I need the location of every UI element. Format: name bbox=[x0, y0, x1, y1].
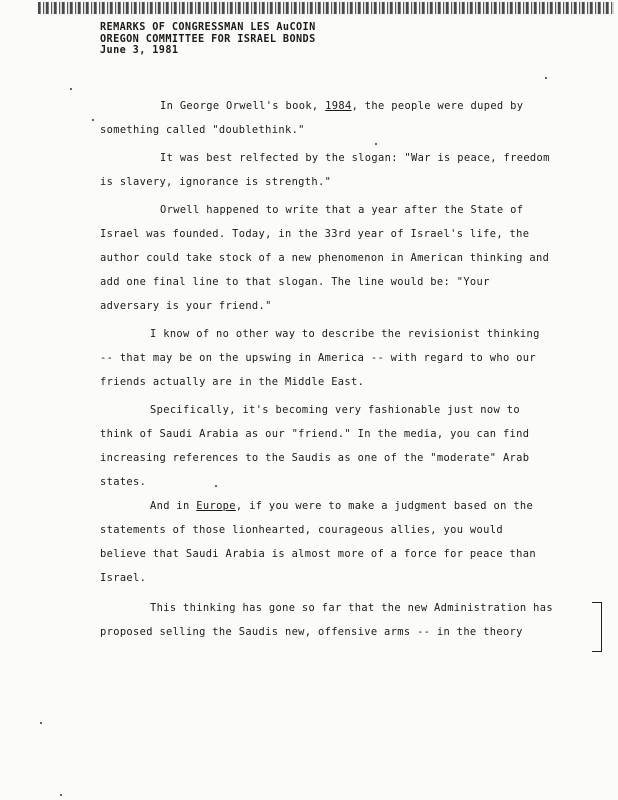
body-line: Orwell happened to write that a year after the State of bbox=[160, 204, 524, 216]
underlined-word: Europe bbox=[196, 500, 236, 512]
body-line: This thinking has gone so far that the new Administration has bbox=[150, 602, 553, 614]
body-line: And in Europe, if you were to make a judgment based on the bbox=[150, 500, 534, 512]
body-line: Specifically, it's becoming very fashionable just now to bbox=[150, 404, 520, 416]
body-line: something called "doublethink." bbox=[100, 124, 305, 136]
body-line: think of Saudi Arabia as our "friend." In the media, you can find bbox=[100, 428, 530, 440]
body-line: I know of no other way to describe the revisionist thinking bbox=[150, 328, 540, 340]
scan-speck bbox=[545, 77, 547, 79]
body-line: adversary is your friend." bbox=[100, 300, 272, 312]
header-event: OREGON COMMITTEE FOR ISRAEL BONDS bbox=[100, 33, 316, 45]
body-line: states. bbox=[100, 476, 147, 488]
scan-speck bbox=[375, 143, 377, 145]
body-line: Israel. bbox=[100, 572, 147, 584]
body-line: increasing references to the Saudis as one of the "moderate" Arab bbox=[100, 452, 530, 464]
body-line: Israel was founded. Today, in the 33rd year of Israel's life, the bbox=[100, 228, 530, 240]
body-line: friends actually are in the Middle East. bbox=[100, 376, 365, 388]
body-line: statements of those lionhearted, courageous allies, you would bbox=[100, 524, 503, 536]
body-line: In George Orwell's book, 1984, the people were duped by bbox=[160, 100, 524, 112]
body-line: proposed selling the Saudis new, offensive arms -- in the theory bbox=[100, 626, 523, 638]
body-line: -- that may be on the upswing in America -- with regard to who our bbox=[100, 352, 536, 364]
scan-speck bbox=[215, 485, 217, 487]
body-line: It was best relfected by the slogan: "War is peace, freedom bbox=[160, 152, 550, 164]
header-date: June 3, 1981 bbox=[100, 45, 179, 56]
header-title: REMARKS OF CONGRESSMAN LES AuCOIN bbox=[100, 22, 316, 33]
body-line: is slavery, ignorance is strength." bbox=[100, 176, 332, 188]
scan-speck bbox=[92, 119, 94, 121]
body-line: author could take stock of a new phenomenon in American thinking and bbox=[100, 252, 550, 264]
scan-speck bbox=[60, 794, 62, 796]
body-line: add one final line to that slogan. The line would be: "Your bbox=[100, 276, 490, 288]
scan-edge-artifact bbox=[38, 2, 614, 14]
scan-speck bbox=[70, 88, 72, 90]
margin-bracket-mark bbox=[592, 602, 602, 652]
book-title: 1984 bbox=[325, 100, 352, 112]
scan-speck bbox=[40, 722, 42, 724]
document-header bbox=[100, 22, 316, 57]
body-line: believe that Saudi Arabia is almost more of a force for peace than bbox=[100, 548, 536, 560]
